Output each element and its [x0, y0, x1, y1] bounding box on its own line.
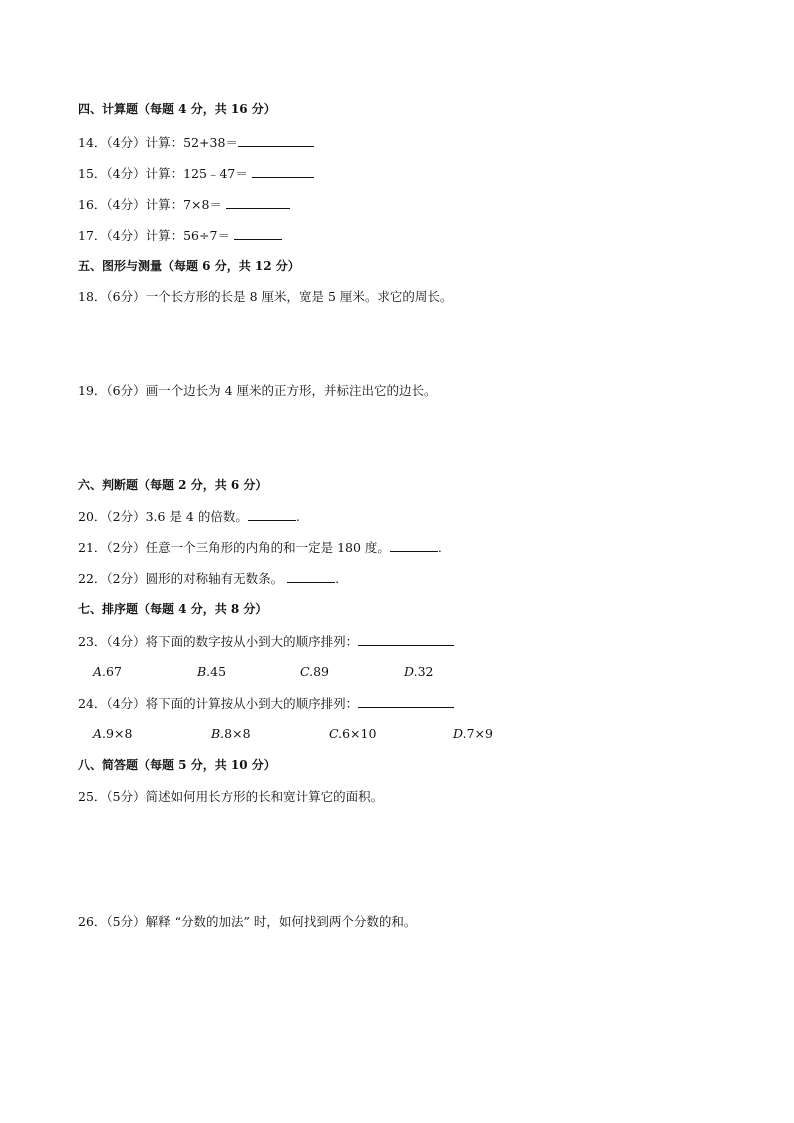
answer-blank-16[interactable]	[226, 196, 290, 209]
section-heading-calculation: 四、计算题（每题 4 分，共 16 分）	[78, 102, 276, 116]
question-19: 19．（6分）画一个边长为 4 厘米的正方形，并标注出它的边长。	[78, 383, 437, 398]
question-17-text: 17．（4分）计算：56÷7＝	[78, 228, 234, 243]
answer-blank-23[interactable]	[358, 633, 454, 646]
question-18: 18．（6分）一个长方形的长是 8 厘米，宽是 5 厘米。求它的周长。	[78, 289, 453, 304]
question-16	[78, 196, 290, 213]
option-value: 67	[106, 664, 122, 679]
option-value: 6×10	[342, 726, 377, 741]
option-letter: D.	[453, 726, 467, 741]
option-23-c	[300, 664, 329, 680]
period-mark: .	[295, 509, 300, 524]
question-23	[78, 633, 454, 650]
option-value: 7×9	[466, 726, 493, 741]
question-22-text: 22．（2分）圆形的对称轴有无数条。	[78, 571, 288, 586]
period-mark: .	[335, 571, 340, 586]
answer-blank-21[interactable]	[390, 539, 438, 552]
period-mark: .	[437, 540, 442, 555]
question-24	[78, 695, 454, 712]
question-23-text: 23．（4分）将下面的数字按从小到大的顺序排列：	[78, 634, 359, 649]
question-15	[78, 165, 314, 182]
question-20-text: 20．（2分）3.6 是 4 的倍数。	[78, 509, 248, 524]
answer-blank-17[interactable]	[234, 227, 282, 240]
answer-blank-24[interactable]	[358, 695, 454, 708]
answer-blank-22[interactable]	[287, 570, 335, 583]
option-value: 89	[313, 664, 329, 679]
question-24-text: 24．（4分）将下面的计算按从小到大的顺序排列：	[78, 696, 359, 711]
option-value: 8×8	[224, 726, 251, 741]
option-letter: B.	[211, 726, 225, 741]
section-heading-short-answer: 八、简答题（每题 5 分，共 10 分）	[78, 758, 276, 772]
option-letter: C.	[329, 726, 343, 741]
option-24-c	[329, 726, 376, 742]
section-heading-geometry: 五、图形与测量（每题 6 分，共 12 分）	[78, 259, 300, 273]
question-20	[78, 508, 300, 525]
option-value: 45	[210, 664, 227, 679]
section-heading-true-false: 六、判断题（每题 2 分，共 6 分）	[78, 478, 268, 492]
option-letter: D.	[404, 664, 418, 679]
question-26: 26．（5分）解释 “分数的加法” 时，如何找到两个分数的和。	[78, 914, 417, 929]
option-letter: A.	[93, 664, 107, 679]
question-16-text: 16．（4分）计算：7×8＝	[78, 197, 226, 212]
option-value: 32	[417, 664, 434, 679]
question-25: 25．（5分）简述如何用长方形的长和宽计算它的面积。	[78, 789, 384, 804]
question-14	[78, 134, 314, 151]
option-24-b	[211, 726, 251, 742]
option-letter: B.	[197, 664, 211, 679]
answer-blank-15[interactable]	[252, 165, 314, 178]
question-21-text: 21．（2分）任意一个三角形的内角的和一定是 180 度。	[78, 540, 390, 555]
question-17	[78, 227, 282, 244]
option-24-d	[453, 726, 493, 742]
option-23-b	[197, 664, 226, 680]
option-24-a	[93, 726, 132, 742]
question-22	[78, 570, 339, 587]
question-14-text: 14．（4分）计算：52+38＝	[78, 135, 238, 150]
question-21	[78, 539, 442, 556]
answer-blank-14[interactable]	[238, 134, 314, 147]
option-value: 9×8	[106, 726, 133, 741]
option-23-d	[404, 664, 433, 680]
option-letter: A.	[93, 726, 107, 741]
answer-blank-20[interactable]	[248, 508, 296, 521]
section-heading-ordering: 七、排序题（每题 4 分，共 8 分）	[78, 602, 268, 616]
option-letter: C.	[300, 664, 314, 679]
option-23-a	[93, 664, 122, 680]
question-15-text: 15．（4分）计算：125﹣47＝	[78, 166, 252, 181]
